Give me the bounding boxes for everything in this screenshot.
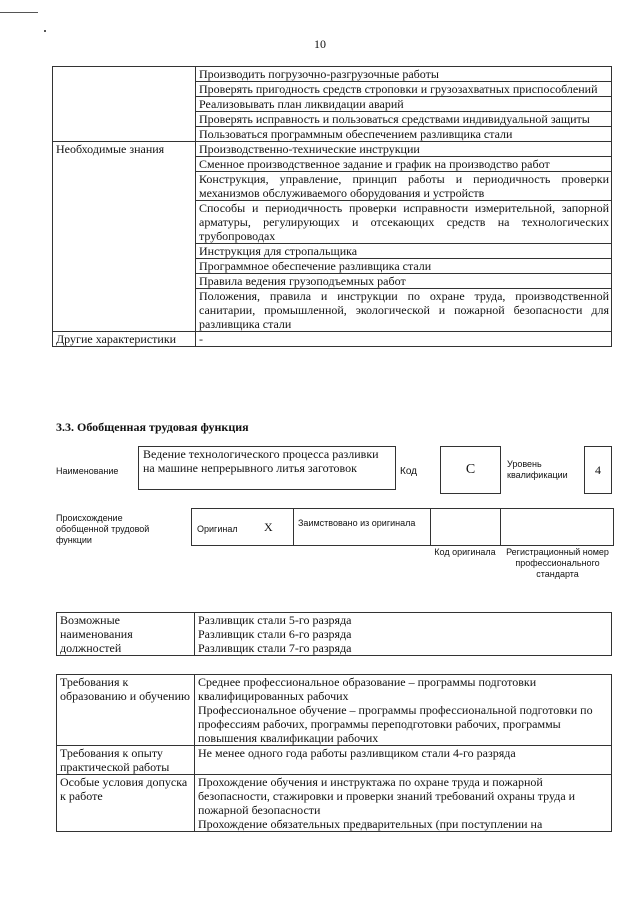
qualification-level-label: Уровень квалификации <box>507 459 568 480</box>
education-value: Среднее профессиональное образование – программы подготовки квалифицированных рабочих <box>195 675 612 704</box>
qualification-level-value: 4 <box>584 446 612 494</box>
positions-label: Возможные наименования должностей <box>57 613 195 656</box>
origin-label: Происхождение обобщенной трудовой функции <box>56 513 150 545</box>
conditions-value: Прохождение обязательных предварительных (при поступлении на <box>195 817 612 832</box>
original-label: Оригинал <box>197 524 238 534</box>
conditions-label: Особые условия допуска к работе <box>57 775 195 832</box>
divider <box>293 509 294 545</box>
education-label: Требования к образованию и обучению <box>57 675 195 746</box>
knowledge-row: Инструкция для стропальщика <box>196 244 612 259</box>
scan-mark <box>0 12 38 13</box>
origin-table <box>191 508 614 546</box>
skill-row: Проверять пригодность средств строповки и грузозахватных приспособлений <box>196 82 612 97</box>
skill-row: Проверять исправность и пользоваться средствами индивидуальной защиты <box>196 112 612 127</box>
knowledge-label: Необходимые знания <box>53 142 196 332</box>
skills-label-cell <box>53 67 196 142</box>
other-characteristics-value: - <box>196 332 612 347</box>
borrowed-label: Заимствовано из оригинала <box>298 518 416 528</box>
code-label: Код <box>400 466 418 477</box>
divider <box>500 509 501 545</box>
knowledge-row: Сменное производственное задание и график на производство работ <box>196 157 612 172</box>
skill-row: Реализовывать план ликвидации аварий <box>196 97 612 112</box>
function-name-value: Ведение технологического процесса разливки на машине непрерывного литья заготовок <box>138 446 396 490</box>
skill-row: Пользоваться программным обеспечением разливщика стали <box>196 127 612 142</box>
knowledge-row: Правила ведения грузоподъемных работ <box>196 274 612 289</box>
position-item: Разливщик стали 5-го разряда <box>195 613 612 628</box>
origin-code-caption: Код оригинала <box>434 547 496 557</box>
scan-dot <box>44 30 46 32</box>
name-label: Наименование <box>56 466 119 476</box>
knowledge-row: Положения, правила и инструкции по охране труда, производственной санитарии, промышленной, экологической и пожарной безопасности для разливщика стали <box>196 289 612 332</box>
reg-number-caption: Регистрационный номер профессионального стандарта <box>506 547 609 579</box>
position-item: Разливщик стали 6-го разряда <box>195 627 612 641</box>
education-value: Профессиональное обучение – программы профессиональной подготовки по профессиям рабочих, программы переподготовки рабочих, программы повышения квалификации рабочих <box>195 703 612 746</box>
conditions-value: Прохождение обучения и инструктажа по охране труда и пожарной безопасности, стажировки и проверки знаний требований охраны труда и пожарной безопасности <box>195 775 612 818</box>
knowledge-row: Программное обеспечение разливщика стали <box>196 259 612 274</box>
section-heading: 3.3. Обобщенная трудовая функция <box>56 420 249 434</box>
knowledge-row: Конструкция, управление, принцип работы и периодичность проверки механизмов обслуживаемого оборудования и устройств <box>196 172 612 201</box>
knowledge-row: Способы и периодичность проверки исправности измерительной, запорной арматуры, регулирующих и отсекающих средств на технологических трубопроводах <box>196 201 612 244</box>
skills-knowledge-table <box>52 66 612 347</box>
positions-table <box>56 612 612 656</box>
requirements-table <box>56 674 612 832</box>
skill-row: Производить погрузочно-разгрузочные работы <box>196 67 612 82</box>
other-characteristics-label: Другие характеристики <box>53 332 196 347</box>
experience-label: Требования к опыту практической работы <box>57 746 195 775</box>
code-value: C <box>440 446 501 494</box>
position-item: Разливщик стали 7-го разряда <box>195 641 612 656</box>
experience-value: Не менее одного года работы разливщиком стали 4-го разряда <box>195 746 612 775</box>
original-mark: X <box>264 520 273 534</box>
page-number: 10 <box>314 37 326 51</box>
divider <box>430 509 431 545</box>
knowledge-row: Производственно-технические инструкции <box>196 142 612 157</box>
